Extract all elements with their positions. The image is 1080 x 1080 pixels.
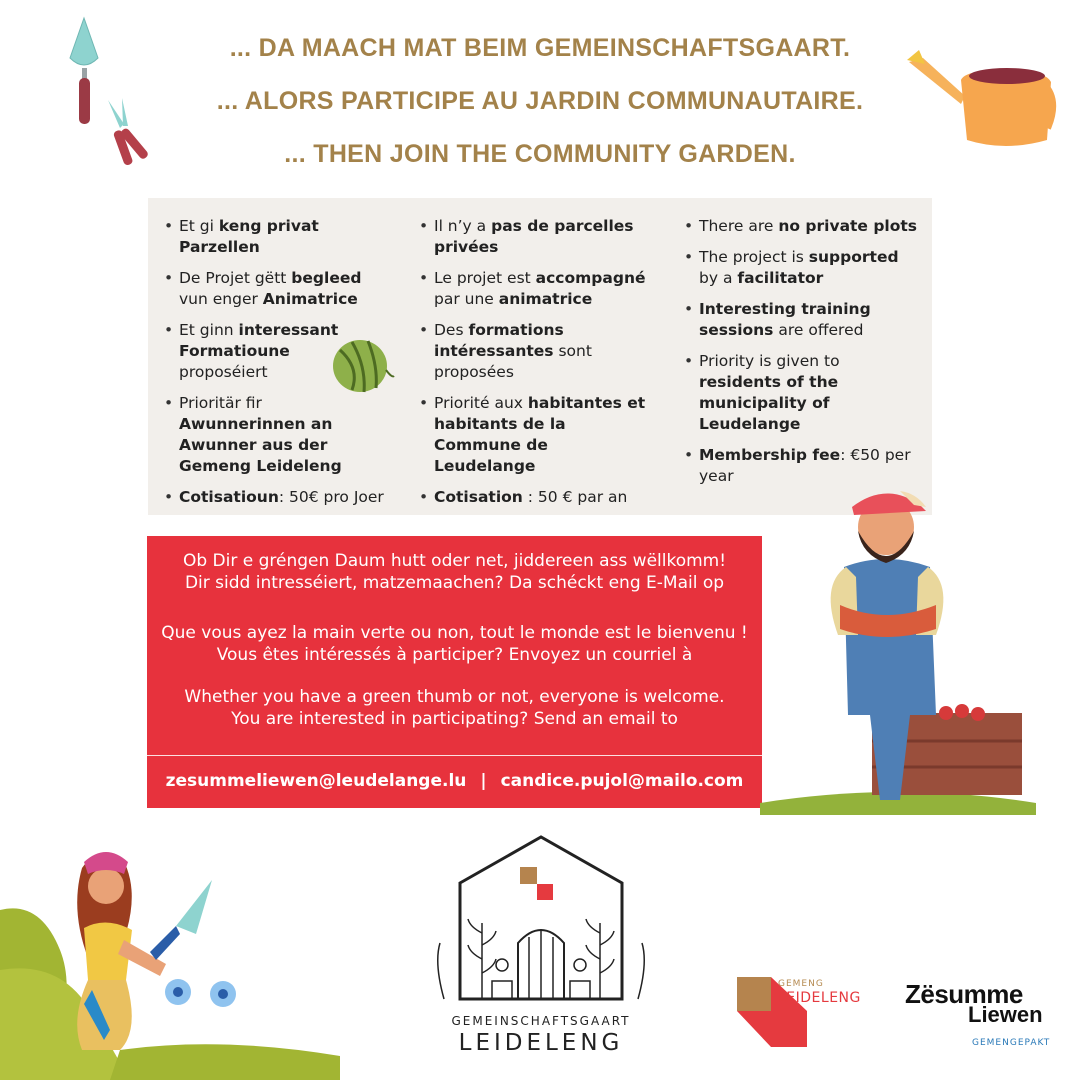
list-item: • De Projet gëtt begleed vun enger Animatrice [164, 268, 399, 310]
headline-luxembourgish: ... DA MAACH MAT BEIM GEMEINSCHAFTSGAART. [229, 34, 851, 62]
invitation-line: Dir sidd intresséiert, matzemaachen? Da schéckt eng E-Mail op [184, 573, 725, 593]
headline-english: ... THEN JOIN THE COMMUNITY GARDEN. [284, 140, 796, 168]
list-item: • Cotisatioun: 50€ pro Joer [164, 487, 399, 508]
divider [147, 755, 762, 756]
logo-title-small: GEMEINSCHAFTSGAART [451, 1014, 631, 1028]
gemeng-label-small: GEMENG [778, 979, 824, 989]
email-row [147, 771, 762, 791]
list-item: • Interesting training sessions are offered [684, 299, 924, 341]
watermelon-icon [332, 338, 396, 394]
email-separator: | [480, 771, 487, 791]
list-item: • Membership fee: €50 per year [684, 445, 924, 487]
info-column-french [419, 216, 649, 518]
headline-french: ... ALORS PARTICIPE AU JARDIN COMMUNAUTAIRE. [216, 87, 864, 115]
list-item: • Le projet est accompagné par une animatrice [419, 268, 649, 310]
gemeng-label-big: LEIDELENG [778, 990, 861, 1006]
invitation-panel [147, 536, 762, 808]
list-item: • Des formations intéressantes sont proposées [419, 320, 649, 383]
email-link-zesummeliewen[interactable]: zesummeliewen@leudelange.lu [165, 771, 467, 791]
info-column-english [684, 216, 924, 497]
zesumme-logo-subtitle: GEMENGEPAKT [972, 1038, 1051, 1048]
zesumme-logo-line1: Zësumme [905, 979, 1023, 1009]
list-item: • Il n’y a pas de parcelles privées [419, 216, 649, 258]
invitation-line: Vous êtes intéressés à participer? Envoyez un courriel à [216, 645, 693, 665]
logo-title-big: LEIDELENG [458, 1030, 624, 1056]
list-item: • Et ginn interessant Formatioune proposéiert [164, 320, 399, 383]
zesumme-logo-line2: Liewen [968, 1002, 1043, 1027]
watering-can-icon [905, 40, 1060, 152]
invitation-line: You are interested in participating? Send an email to [231, 709, 678, 729]
invitation-line: Whether you have a green thumb or not, everyone is welcome. [184, 687, 725, 707]
list-item: • There are no private plots [684, 216, 924, 237]
invitation-line: Ob Dir e gréngen Daum hutt oder net, jiddereen ass wëllkomm! [182, 551, 727, 571]
list-item: • Cotisation : 50 € par an [419, 487, 649, 508]
list-item: • Et gi keng privat Parzellen [164, 216, 399, 258]
gardener-illustration [0, 840, 340, 1080]
farmer-illustration [760, 485, 1040, 815]
invitation-luxembourgish [147, 550, 762, 594]
email-link-candice[interactable]: candice.pujol@mailo.com [500, 771, 744, 791]
info-panel [148, 198, 932, 515]
gemeinschaftsgaart-logo-icon [430, 833, 652, 1008]
list-item: • Prioritär fir Awunnerinnen an Awunner aus der Gemeng Leideleng [164, 393, 399, 477]
invitation-english [147, 686, 762, 730]
shears-icon [102, 96, 162, 172]
invitation-line: Que vous ayez la main verte ou non, tout le monde est le bienvenu ! [161, 623, 748, 643]
list-item: • The project is supported by a facilitator [684, 247, 924, 289]
list-item: • Priorité aux habitantes et habitants de la Commune de Leudelange [419, 393, 649, 477]
list-item: • Priority is given to residents of the municipality of Leudelange [684, 351, 924, 435]
invitation-french [147, 622, 762, 666]
